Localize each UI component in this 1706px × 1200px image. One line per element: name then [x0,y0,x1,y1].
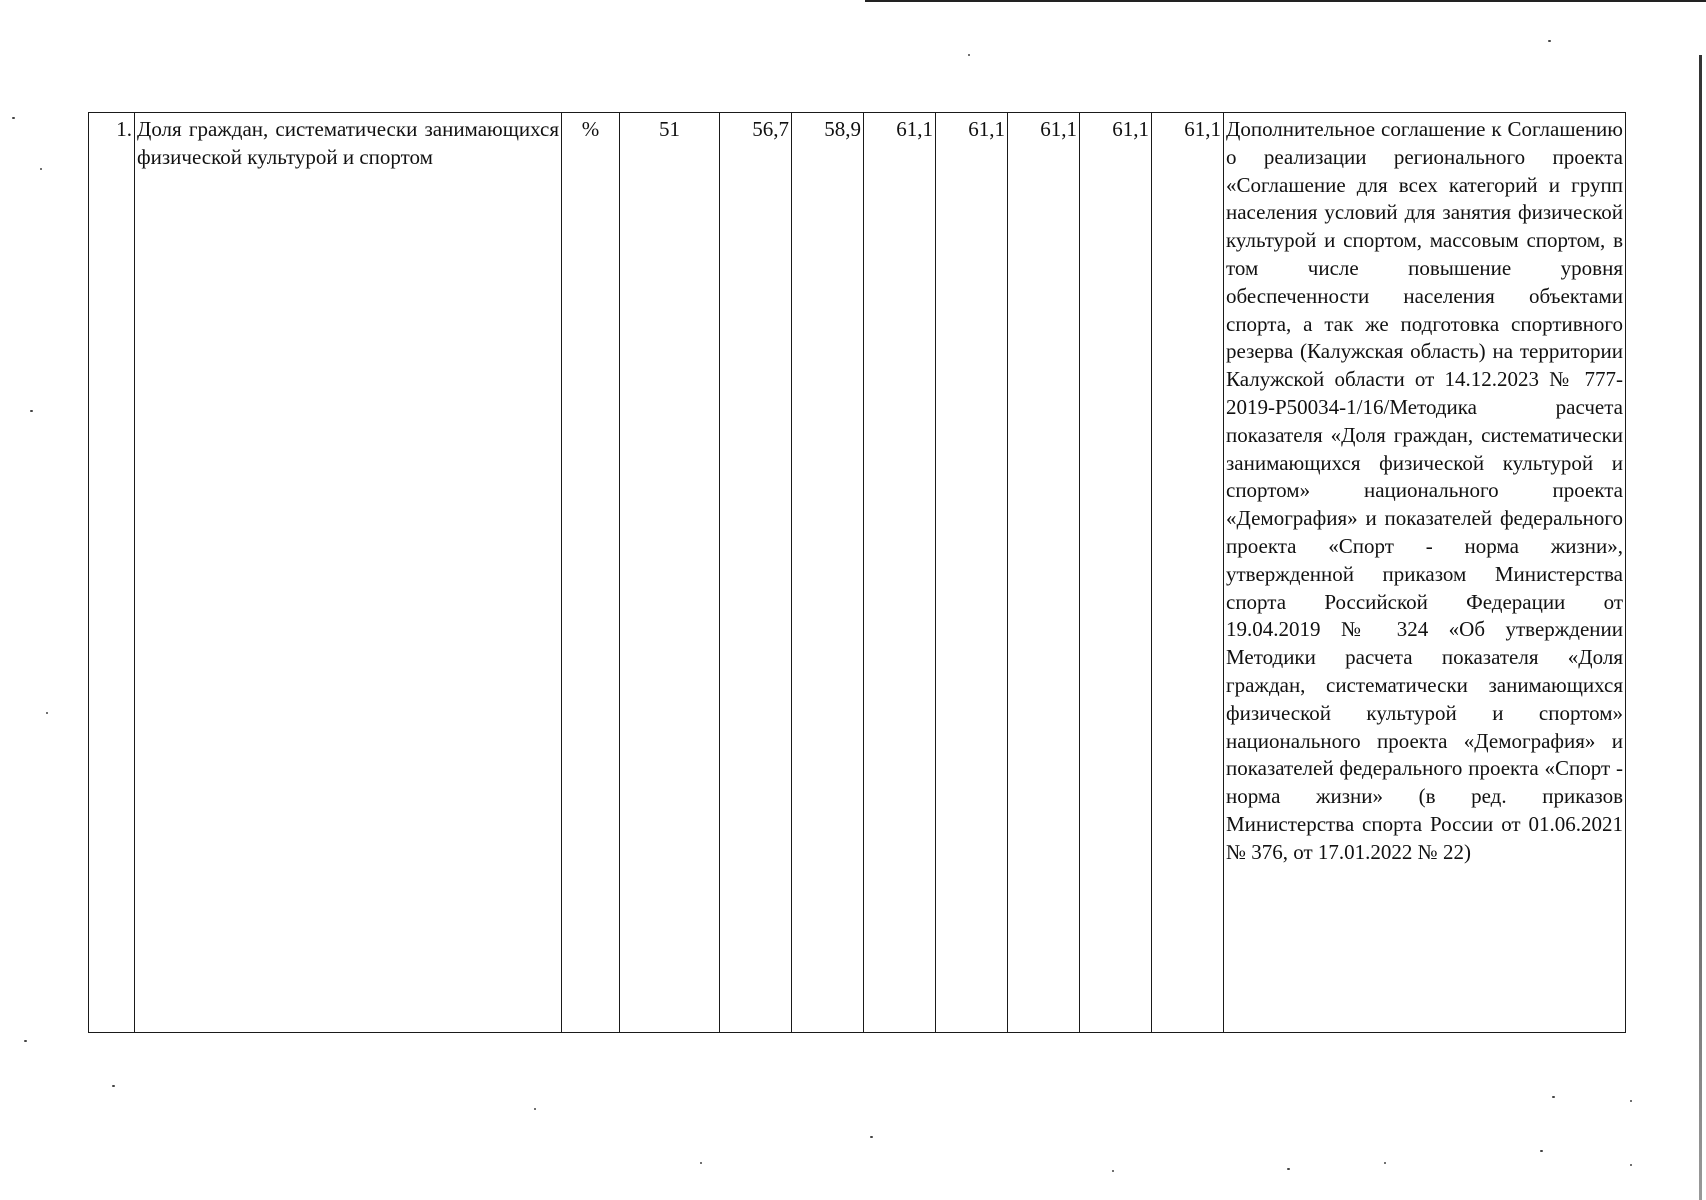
value-cell-7: 61,1 [1080,113,1152,1033]
scan-speck [1548,40,1551,42]
scan-speck [1552,1096,1555,1098]
scan-speck [46,712,48,714]
basis-document: Дополнительное соглашение к Соглашению о реализации регионального проекта «Соглашение для всех категорий и групп населения условий для занятия физической культурой и спортом, массовым спортом, в том числе повышение уровня обеспеченности населения объектами спорта, а так же подготовка спортивного резерва (Калужская область) на территории Калужской области от 14.12.2023 № 777-2019-Р50034-1/16/Методика расчета показателя «Доля граждан, систематически занимающихся физической культурой и спортом» национального проекта «Демография» и показателей федерального проекта «Спорт - норма жизни», утвержденной приказом Министерства спорта Российской Федерации от 19.04.2019 № 324 «Об утверждении Методики расчета показателя «Доля граждан, систематически занимающихся физической культурой и спортом» национального проекта «Демография» и показателей федерального проекта «Спорт - норма жизни» (в ред. приказов Министерства спорта России от 01.06.2021 № 376, от 17.01.2022 № 22) [1224,113,1626,1033]
scan-speck [870,1136,873,1138]
value-cell-2: 56,7 [720,113,792,1033]
scan-speck [1287,1168,1290,1170]
value-cell-3: 58,9 [792,113,864,1033]
scan-top-border [865,0,1706,2]
scan-speck [12,117,15,119]
scan-speck [1540,1150,1543,1152]
scan-right-border [1699,55,1702,1200]
scan-speck [112,1085,115,1087]
value-cell-1: 51 [620,113,720,1033]
indicators-table [88,112,1626,1033]
scan-speck [1112,1170,1114,1172]
scan-speck [24,1040,27,1042]
scan-speck [1630,1100,1632,1102]
value-cell-4: 61,1 [864,113,936,1033]
scan-speck [40,168,42,170]
value-cell-6: 61,1 [1008,113,1080,1033]
unit-cell: % [562,113,620,1033]
table-row [89,113,1626,1033]
scan-speck [700,1162,702,1164]
value-cell-5: 61,1 [936,113,1008,1033]
scan-speck [30,410,33,412]
value-cell-8: 61,1 [1152,113,1224,1033]
scan-speck [1630,1164,1632,1166]
scan-speck [968,54,970,56]
scan-speck [1384,1162,1386,1164]
scan-speck [534,1108,536,1110]
row-number: 1. [89,113,135,1033]
indicator-name: Доля граждан, систематически занимающихся физической культурой и спортом [135,113,562,1033]
